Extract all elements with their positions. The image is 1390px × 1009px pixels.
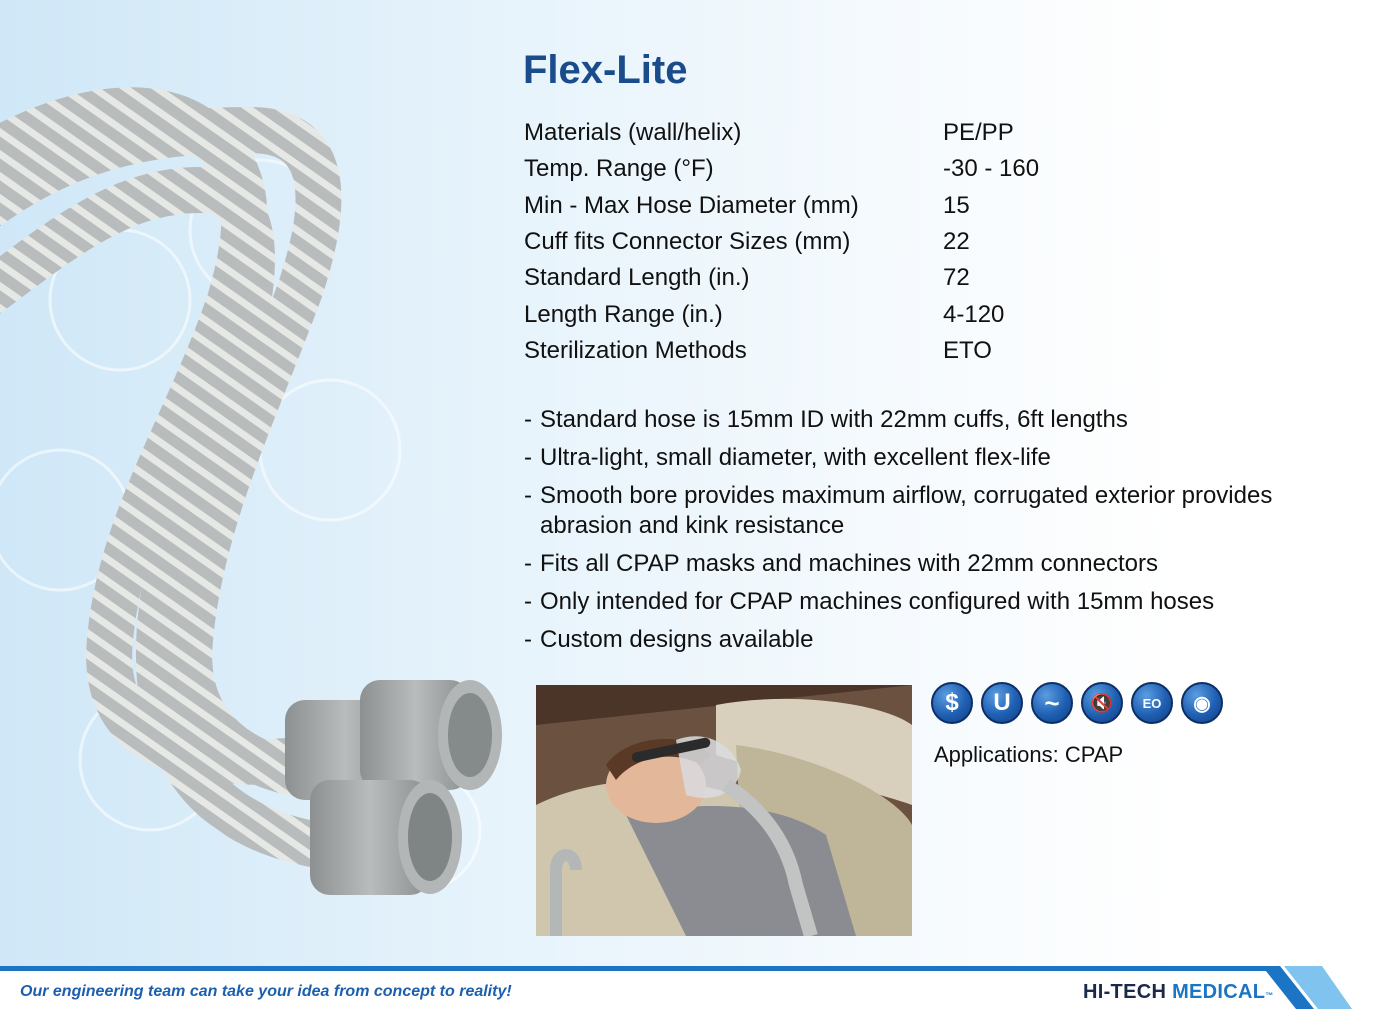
spec-value: 72 <box>943 264 970 292</box>
spec-value: 4-120 <box>943 300 1005 328</box>
feature-list <box>524 405 1344 663</box>
quiet-icon: 🔇 <box>1081 682 1123 724</box>
custom-design-icon: ◉ <box>1181 682 1223 724</box>
feature-text: Smooth bore provides maximum airflow, corrugated exterior provides abrasion and kink resistance <box>540 482 1273 539</box>
feature-item <box>524 549 1344 579</box>
spec-label: Min - Max Hose Diameter (mm) <box>524 191 859 219</box>
feature-bullet: - <box>524 550 532 577</box>
company-logo <box>1083 981 1274 1004</box>
spec-value: -30 - 160 <box>943 155 1040 183</box>
dollar-icon: $ <box>931 682 973 724</box>
feature-bullet: - <box>524 482 532 509</box>
spec-row <box>524 260 1224 296</box>
spec-label: Standard Length (in.) <box>524 264 750 292</box>
brand-swoosh-graphic <box>1262 966 1390 1009</box>
feature-bullet: - <box>524 406 532 433</box>
spec-value: 15 <box>943 191 970 219</box>
spec-label: Cuff fits Connector Sizes (mm) <box>524 228 851 256</box>
feature-item <box>524 481 1344 541</box>
product-title: Flex-Lite <box>523 48 688 92</box>
applications-text: Applications: CPAP <box>934 742 1124 767</box>
logo-part-2: MEDICAL <box>1172 981 1266 1003</box>
spec-label: Materials (wall/helix) <box>524 119 742 147</box>
footer-divider <box>0 966 1280 971</box>
spec-row <box>524 333 1224 369</box>
feature-text: Standard hose is 15mm ID with 22mm cuffs, 6ft lengths <box>540 406 1128 433</box>
feature-text: Fits all CPAP masks and machines with 22mm connectors <box>540 550 1159 577</box>
feature-item <box>524 405 1344 435</box>
corrugated-hose-image <box>0 40 530 920</box>
feature-bullet: - <box>524 626 532 653</box>
lightweight-icon: ~ <box>1031 682 1073 724</box>
feature-item <box>524 625 1344 655</box>
spec-value: 22 <box>943 228 970 256</box>
logo-part-1: HI-TECH <box>1083 981 1167 1003</box>
spec-row <box>524 296 1224 332</box>
feature-bullet: - <box>524 588 532 615</box>
feature-text: Only intended for CPAP machines configured with 15mm hoses <box>540 588 1215 615</box>
spec-row <box>524 224 1224 260</box>
feature-icon-row <box>931 682 1223 724</box>
spec-label: Temp. Range (°F) <box>524 155 714 183</box>
feature-text: Custom designs available <box>540 626 814 653</box>
footer-slogan: Our engineering team can take your idea from concept to reality! <box>20 983 512 1000</box>
spec-row <box>524 151 1224 187</box>
feature-text: Ultra-light, small diameter, with excellent flex-life <box>540 444 1051 471</box>
spec-value: ETO <box>943 336 992 364</box>
cpap-patient-photo <box>536 685 912 936</box>
trademark-mark: ™ <box>1265 991 1274 1000</box>
spec-label: Length Range (in.) <box>524 300 723 328</box>
eto-sterilization-icon: EO <box>1131 682 1173 724</box>
spec-value: PE/PP <box>943 119 1014 147</box>
feature-bullet: - <box>524 444 532 471</box>
feature-item <box>524 587 1344 617</box>
spec-table <box>524 115 1224 369</box>
feature-item <box>524 443 1344 473</box>
spec-label: Sterilization Methods <box>524 336 747 364</box>
flexible-icon: U <box>981 682 1023 724</box>
spec-row <box>524 188 1224 224</box>
spec-row <box>524 115 1224 151</box>
